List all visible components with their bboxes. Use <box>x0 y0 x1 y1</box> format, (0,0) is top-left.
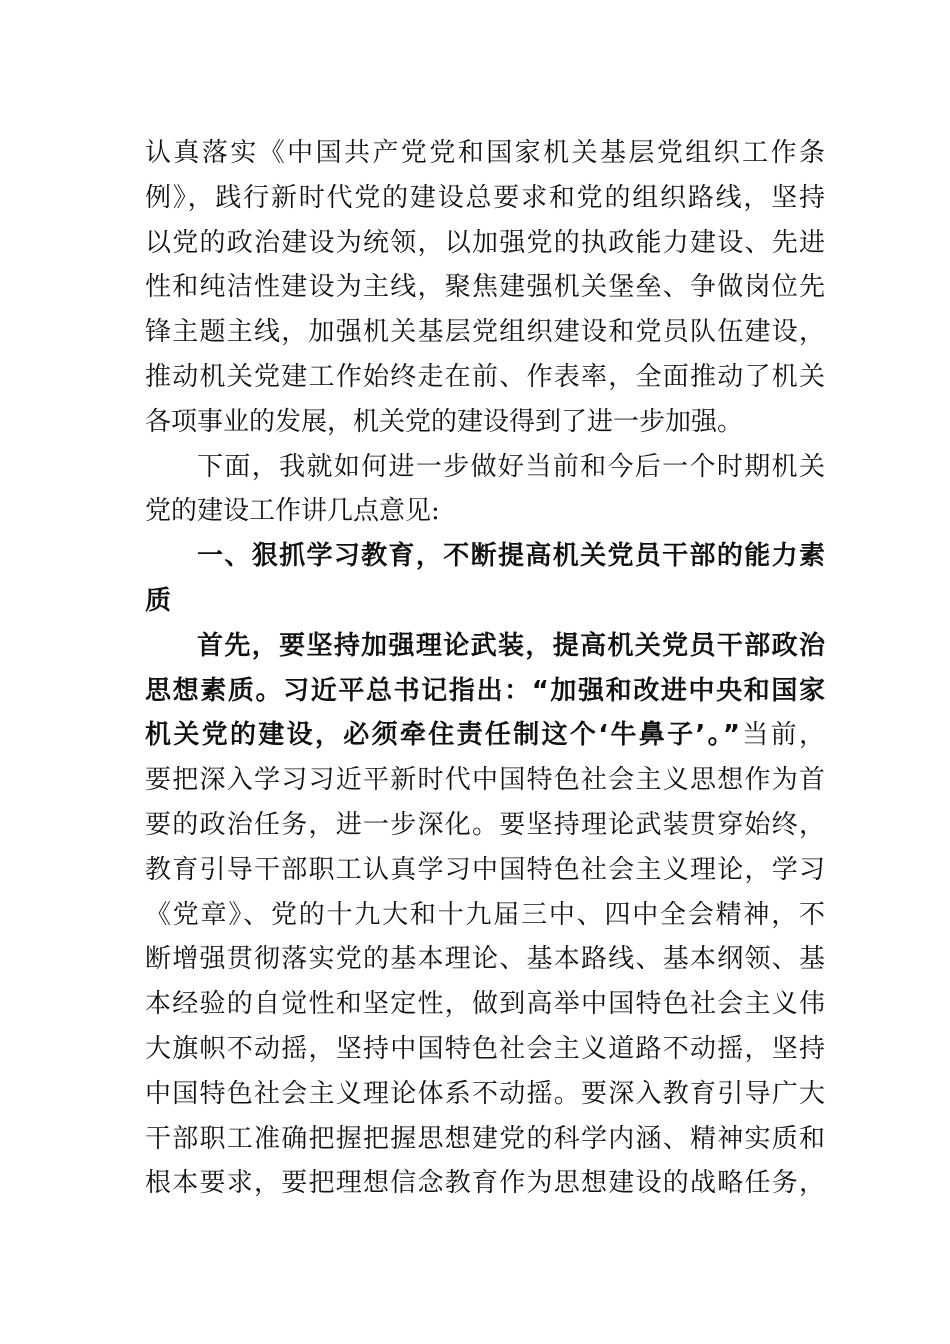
bold-lead-line: 首先，要坚持加强理论武装，提高机关党员干部政治 <box>197 630 825 661</box>
bold-lead-line: 思想素质。习近平总书记指出：“加强和改进中央和国家 <box>145 675 825 706</box>
text-line: 断增强贯彻落实党的基本理论、基本路线、基本纲领、基 <box>145 944 825 975</box>
normal-span: 当前， <box>740 720 825 751</box>
text-line: 要的政治任务，进一步深化。要坚持理论武装贯穿始终， <box>145 809 825 840</box>
text-line: 《党章》、党的十九大和十九届三中、四中全会精神，不 <box>145 899 825 930</box>
text-line: 推动机关党建工作始终走在前、作表率，全面推动了机关 <box>145 361 825 392</box>
text-line: 干部职工准确把握把握思想建党的科学内涵、精神实质和 <box>145 1123 825 1154</box>
text-line: 要把深入学习习近平新时代中国特色社会主义思想作为首 <box>145 765 825 796</box>
text-line: 以党的政治建设为统领，以加强党的执政能力建设、先进 <box>145 227 825 258</box>
text-line: 党的建设工作讲几点意见: <box>145 496 440 527</box>
text-line: 中国特色社会主义理论体系不动摇。要深入教育引导广大 <box>145 1078 825 1109</box>
text-line: 各项事业的发展，机关党的建设得到了进一步加强。 <box>145 406 744 437</box>
text-line: 例》，践行新时代党的建设总要求和党的组织路线，坚持 <box>145 182 825 213</box>
text-line: 认真落实《中国共产党党和国家机关基层党组织工作条 <box>145 138 825 168</box>
section-heading: 一、狠抓学习教育，不断提高机关党员干部的能力素 <box>197 541 825 572</box>
bold-lead-span: 机关党的建设，必须牵住责任制这个‘牛鼻子’。” <box>145 720 741 751</box>
text-line: 大旗帜不动摇，坚持中国特色社会主义道路不动摇，坚持 <box>145 1033 825 1064</box>
text-line: 性和纯洁性建设为主线，聚焦建强机关堡垒、争做岗位先 <box>145 272 825 303</box>
text-line: 根本要求，要把理想信念教育作为思想建设的战略任务， <box>145 1168 825 1199</box>
section-heading: 质 <box>145 585 172 616</box>
document-body <box>145 131 825 1206</box>
text-line: 本经验的自觉性和坚定性，做到高举中国特色社会主义伟 <box>145 989 825 1020</box>
text-line: 锋主题主线，加强机关基层党组织建设和党员队伍建设， <box>145 317 825 348</box>
text-line: 教育引导干部职工认真学习中国特色社会主义理论，学习 <box>145 854 825 885</box>
mixed-line <box>145 713 825 758</box>
text-line: 下面，我就如何进一步做好当前和今后一个时期机关 <box>197 451 825 482</box>
